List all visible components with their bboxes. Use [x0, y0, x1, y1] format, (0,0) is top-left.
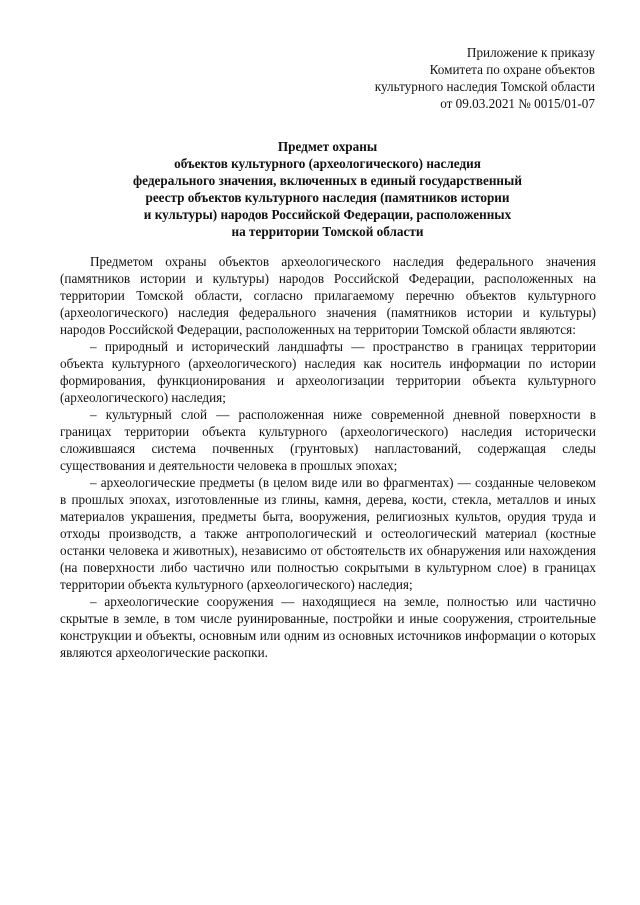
title-line: на территории Томской области — [231, 224, 424, 239]
archaeological-items-paragraph: – археологические предметы (в целом виде или во фрагментах) — созданные человеком в прошлых эпохах, изготовленные из глины, камня, дерева, кости, стекла, металлов и иных материалов украшения, предметы быта, вооружения, религиозных культов, орудия труда и отходы производств, а также антропологический и остеологический материал (костные останки человека и животных), независимо от обстоятельств их обнаружения или нахождения (на поверхности либо частично или полностью сокрытыми в культурном слое) в границах территории объекта культурного (археологического) наследия; — [60, 475, 596, 592]
document-title — [60, 138, 595, 240]
archaeological-structures-paragraph: – археологические сооружения — находящиеся на земле, полностью или частично скрытые в земле, в том числе руинированные, постройки и иные сооружения, строительные конструкции и объекты, основным или одним из основных источников информации о которых являются археологические раскопки. — [60, 594, 596, 660]
title-line: федерального значения, включенных в единый государственный — [133, 173, 522, 188]
committee-line: Комитета по охране объектов — [429, 62, 595, 77]
landscape-paragraph: – природный и исторический ландшафты — пространство в границах территории объекта культурного (археологического) наследия как носитель информации по истории формирования, функционирования и археологизации территории объекта культурного (археологического) наследия; — [60, 339, 596, 405]
region-line: культурного наследия Томской области — [374, 79, 595, 94]
attachment-line: Приложение к приказу — [466, 45, 595, 60]
intro-paragraph: Предметом охраны объектов археологического наследия федерального значения (памятников истории и культуры) народов Российской Федерации, расположенных на территории Томской области, согласно прилагаемому перечню объектов культурного (археологического) наследия федерального значения (памятников истории и культуры) народов Российской Федерации, расположенных на территории Томской области являются: — [60, 254, 596, 337]
order-date-number-line: от 09.03.2021 № 0015/01-07 — [440, 96, 595, 111]
title-line: реестр объектов культурного наследия (памятников истории — [145, 190, 510, 205]
title-line: и культуры) народов Российской Федерации, расположенных — [143, 207, 512, 222]
order-attachment-note — [375, 44, 595, 112]
cultural-layer-paragraph: – культурный слой — расположенная ниже современной дневной поверхности в границах территории объекта культурного (археологического) наследия исторически сложившаяся система почвенных (грунтовых) напластований, содержащая следы существования и деятельности человека в прошлых эпохах; — [60, 407, 596, 473]
title-line: Предмет охраны — [277, 139, 378, 154]
document-body — [60, 253, 596, 661]
title-line: объектов культурного (археологического) наследия — [174, 156, 481, 171]
